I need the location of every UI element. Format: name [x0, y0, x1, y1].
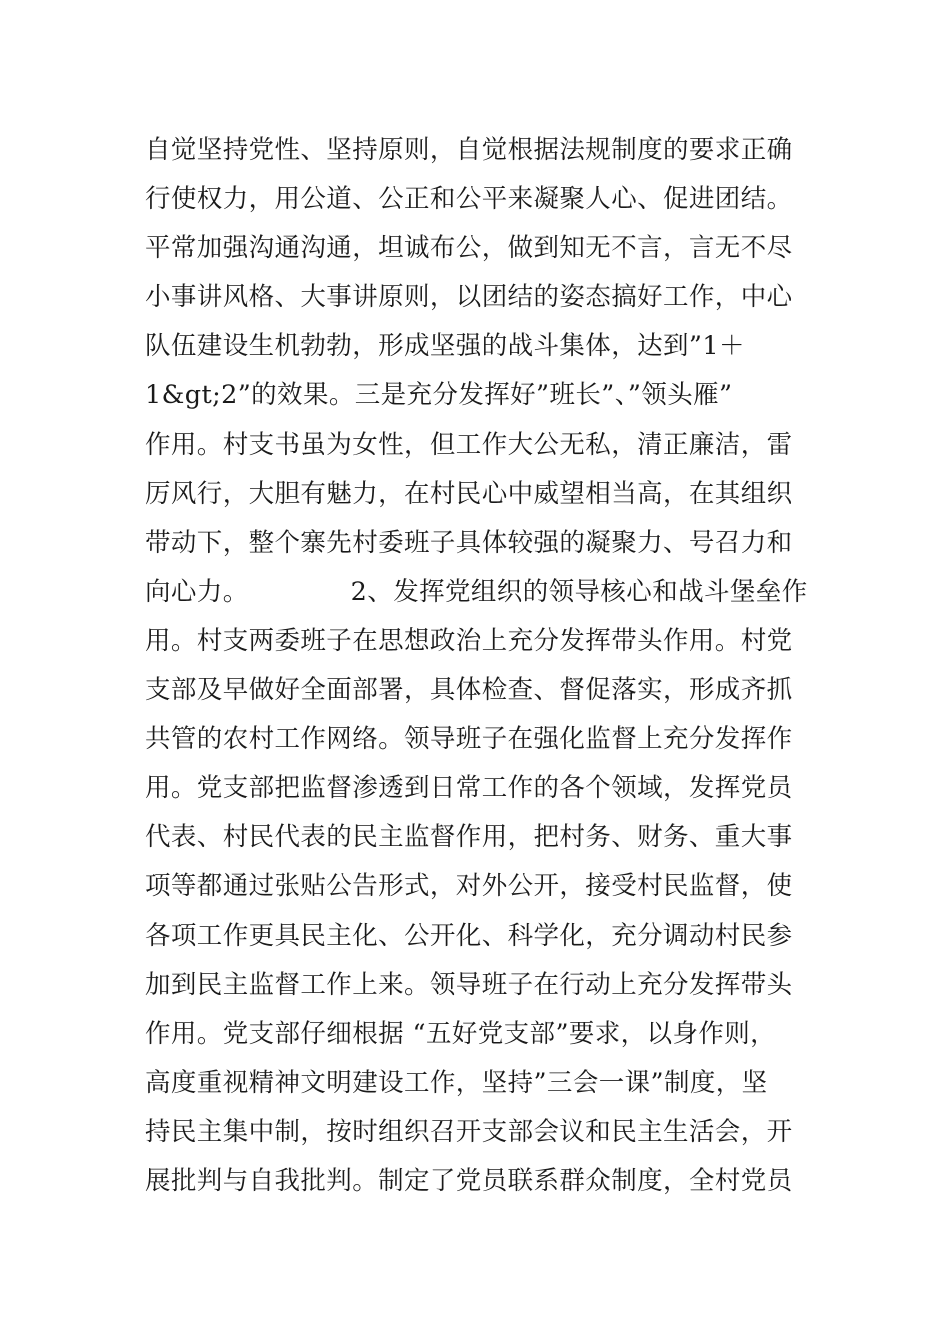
text-line-7: 作用。村支书虽为女性，但工作大公无私，清正廉洁，雷 [145, 429, 793, 460]
text-line-2: 行使权力，用公道、公正和公平来凝聚人心、促进团结。 [145, 184, 793, 215]
text-line-20: 高度重视精神文明建设工作，坚持”三会一课”制度，坚 [145, 1067, 768, 1098]
text-line-17: 各项工作更具民主化、公开化、科学化，充分调动村民参 [145, 920, 793, 951]
text-line-22: 展批判与自我批判。制定了党员联系群众制度，全村党员 [145, 1165, 793, 1196]
text-line-9: 带动下，整个寨先村委班子具体较强的凝聚力、号召力和 [145, 527, 793, 558]
text-line-11: 用。村支两委班子在思想政治上充分发挥带头作用。村党 [145, 625, 793, 656]
text-line-8: 厉风行，大胆有魅力，在村民心中威望相当高，在其组织 [145, 478, 793, 509]
text-line-15: 代表、村民代表的民主监督作用，把村务、财务、重大事 [145, 822, 793, 853]
text-line-10: 向心力。 2、发挥党组织的领导核心和战斗堡垒作 [145, 576, 808, 607]
text-line-3: 平常加强沟通沟通，坦诚布公，做到知无不言，言无不尽 [145, 233, 793, 264]
text-line-4: 小事讲风格、大事讲原则，以团结的姿态搞好工作，中心 [145, 282, 793, 313]
text-line-16: 项等都通过张贴公告形式，对外公开，接受村民监督，使 [145, 871, 793, 902]
text-line-6: 1&gt;2”的效果。三是充分发挥好”班长”、”领头雁” [145, 380, 733, 411]
text-line-19: 作用。党支部仔细根据 “五好党支部”要求，以身作则， [145, 1018, 777, 1049]
text-line-14: 用。党支部把监督渗透到日常工作的各个领域，发挥党员 [145, 773, 793, 804]
text-line-5: 队伍建设生机勃勃，形成坚强的战斗集体，达到”1＋ [145, 331, 745, 362]
text-line-12: 支部及早做好全面部署，具体检查、督促落实，形成齐抓 [145, 675, 793, 706]
text-line-21: 持民主集中制，按时组织召开支部会议和民主生活会，开 [145, 1116, 793, 1147]
text-line-1: 自觉坚持党性、坚持原则，自觉根据法规制度的要求正确 [145, 135, 793, 165]
text-line-18: 加到民主监督工作上来。领导班子在行动上充分发挥带头 [145, 969, 793, 1000]
body-text [145, 126, 815, 1206]
text-line-13: 共管的农村工作网络。领导班子在强化监督上充分发挥作 [145, 724, 793, 755]
